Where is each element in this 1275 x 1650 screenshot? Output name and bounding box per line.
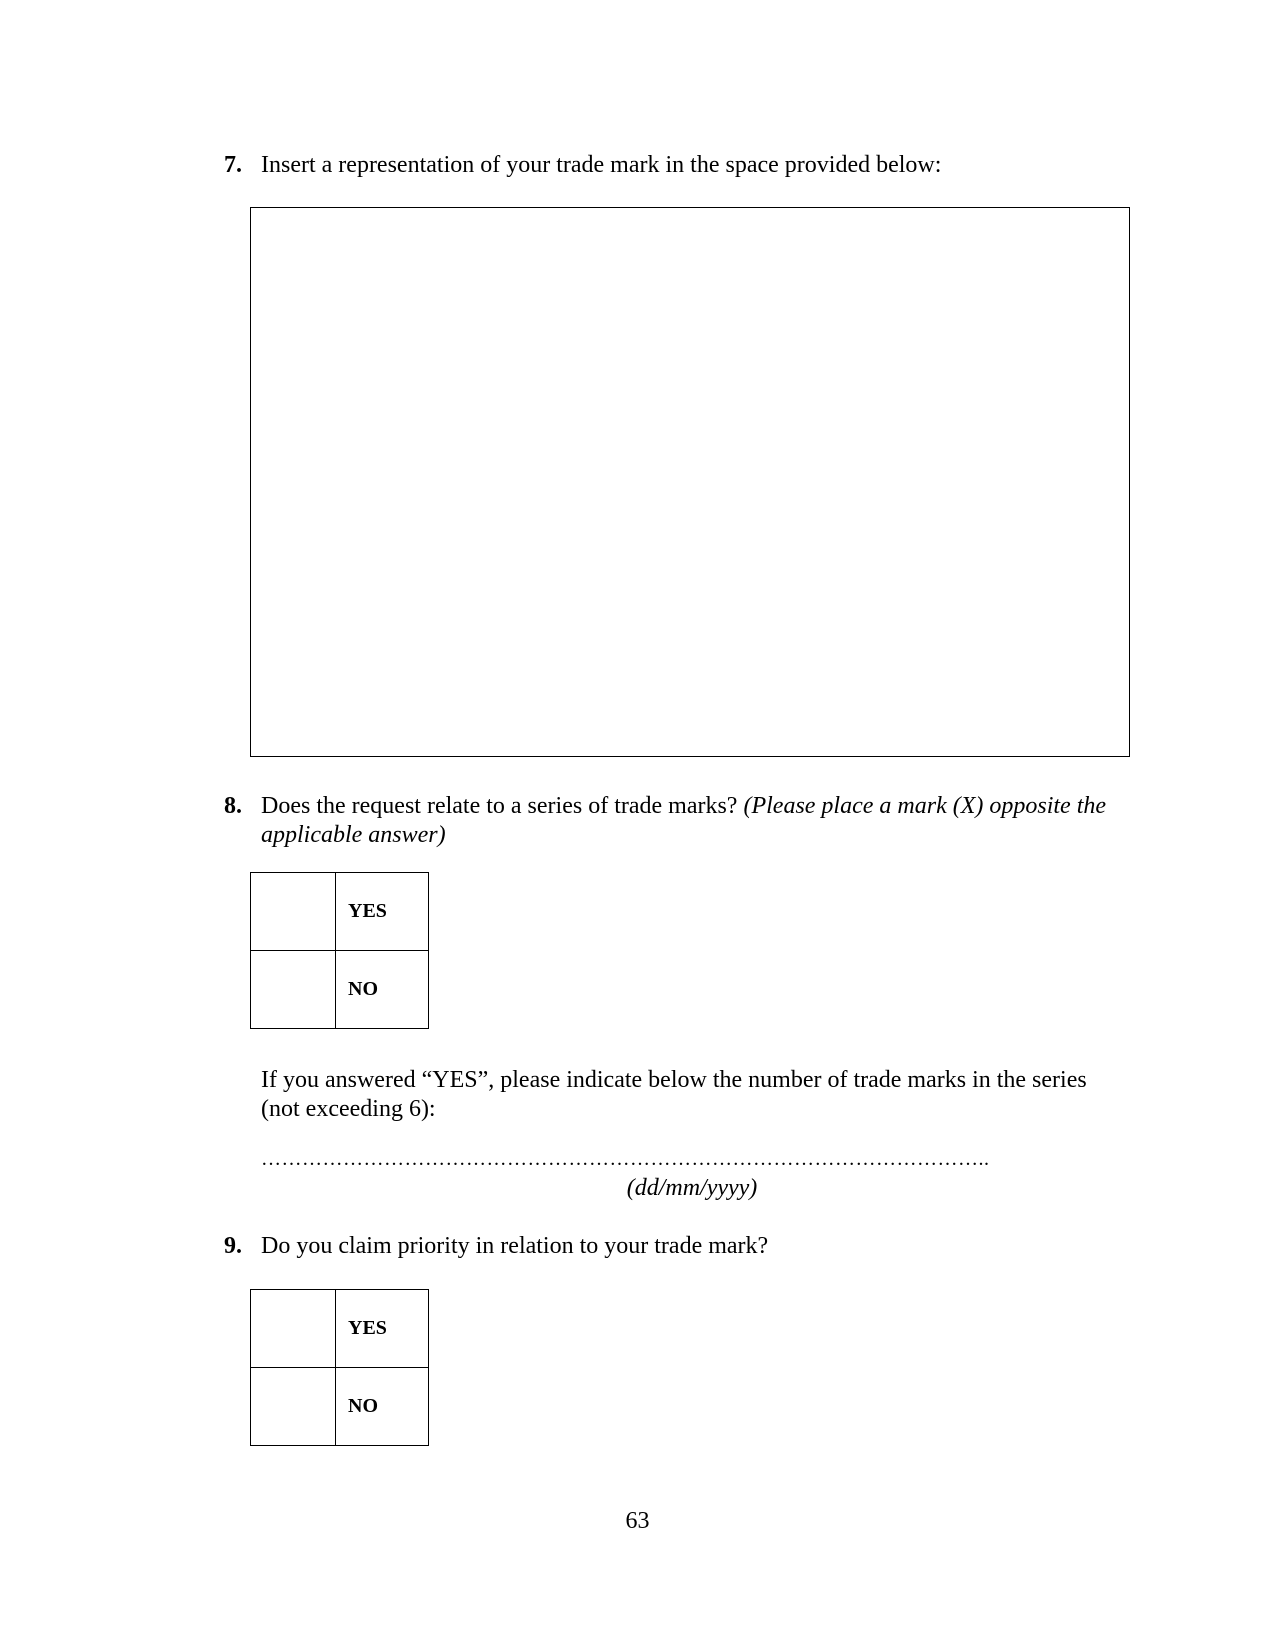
series-no-checkbox[interactable] xyxy=(251,951,336,1029)
date-format-hint: (dd/mm/yyyy) xyxy=(626,1175,758,1201)
question-number: 9. xyxy=(224,1233,242,1259)
no-label: NO xyxy=(336,1368,429,1446)
question-number: 7. xyxy=(224,152,242,178)
no-label: NO xyxy=(336,951,429,1029)
question-text: Insert a representation of your trade mark in the space provided below: xyxy=(261,152,942,178)
priority-no-checkbox[interactable] xyxy=(251,1368,336,1446)
question-number: 8. xyxy=(224,793,242,819)
series-followup-instruction: If you answered “YES”, please indicate below the number of trade marks in the series (not exceeding 6): xyxy=(261,1067,1087,1122)
instruction-note: (Please place a mark (X) opposite the applicable answer) xyxy=(261,793,1107,848)
yes-label: YES xyxy=(336,1290,429,1368)
question-text: Does the request relate to a series of trade marks? (Please place a mark (X) opposite the applicable answer) xyxy=(261,793,1107,848)
page-number: 63 xyxy=(625,1508,650,1534)
series-yes-checkbox[interactable] xyxy=(251,873,336,951)
series-count-field[interactable]: …………………………………………………………………………………………….. xyxy=(261,1148,990,1170)
priority-answer-table xyxy=(250,1289,429,1446)
question-text: Do you claim priority in relation to your trade mark? xyxy=(261,1233,769,1259)
series-answer-table xyxy=(250,872,429,1029)
priority-yes-checkbox[interactable] xyxy=(251,1290,336,1368)
yes-label: YES xyxy=(336,873,429,951)
trade-mark-representation-box[interactable] xyxy=(250,207,1130,757)
